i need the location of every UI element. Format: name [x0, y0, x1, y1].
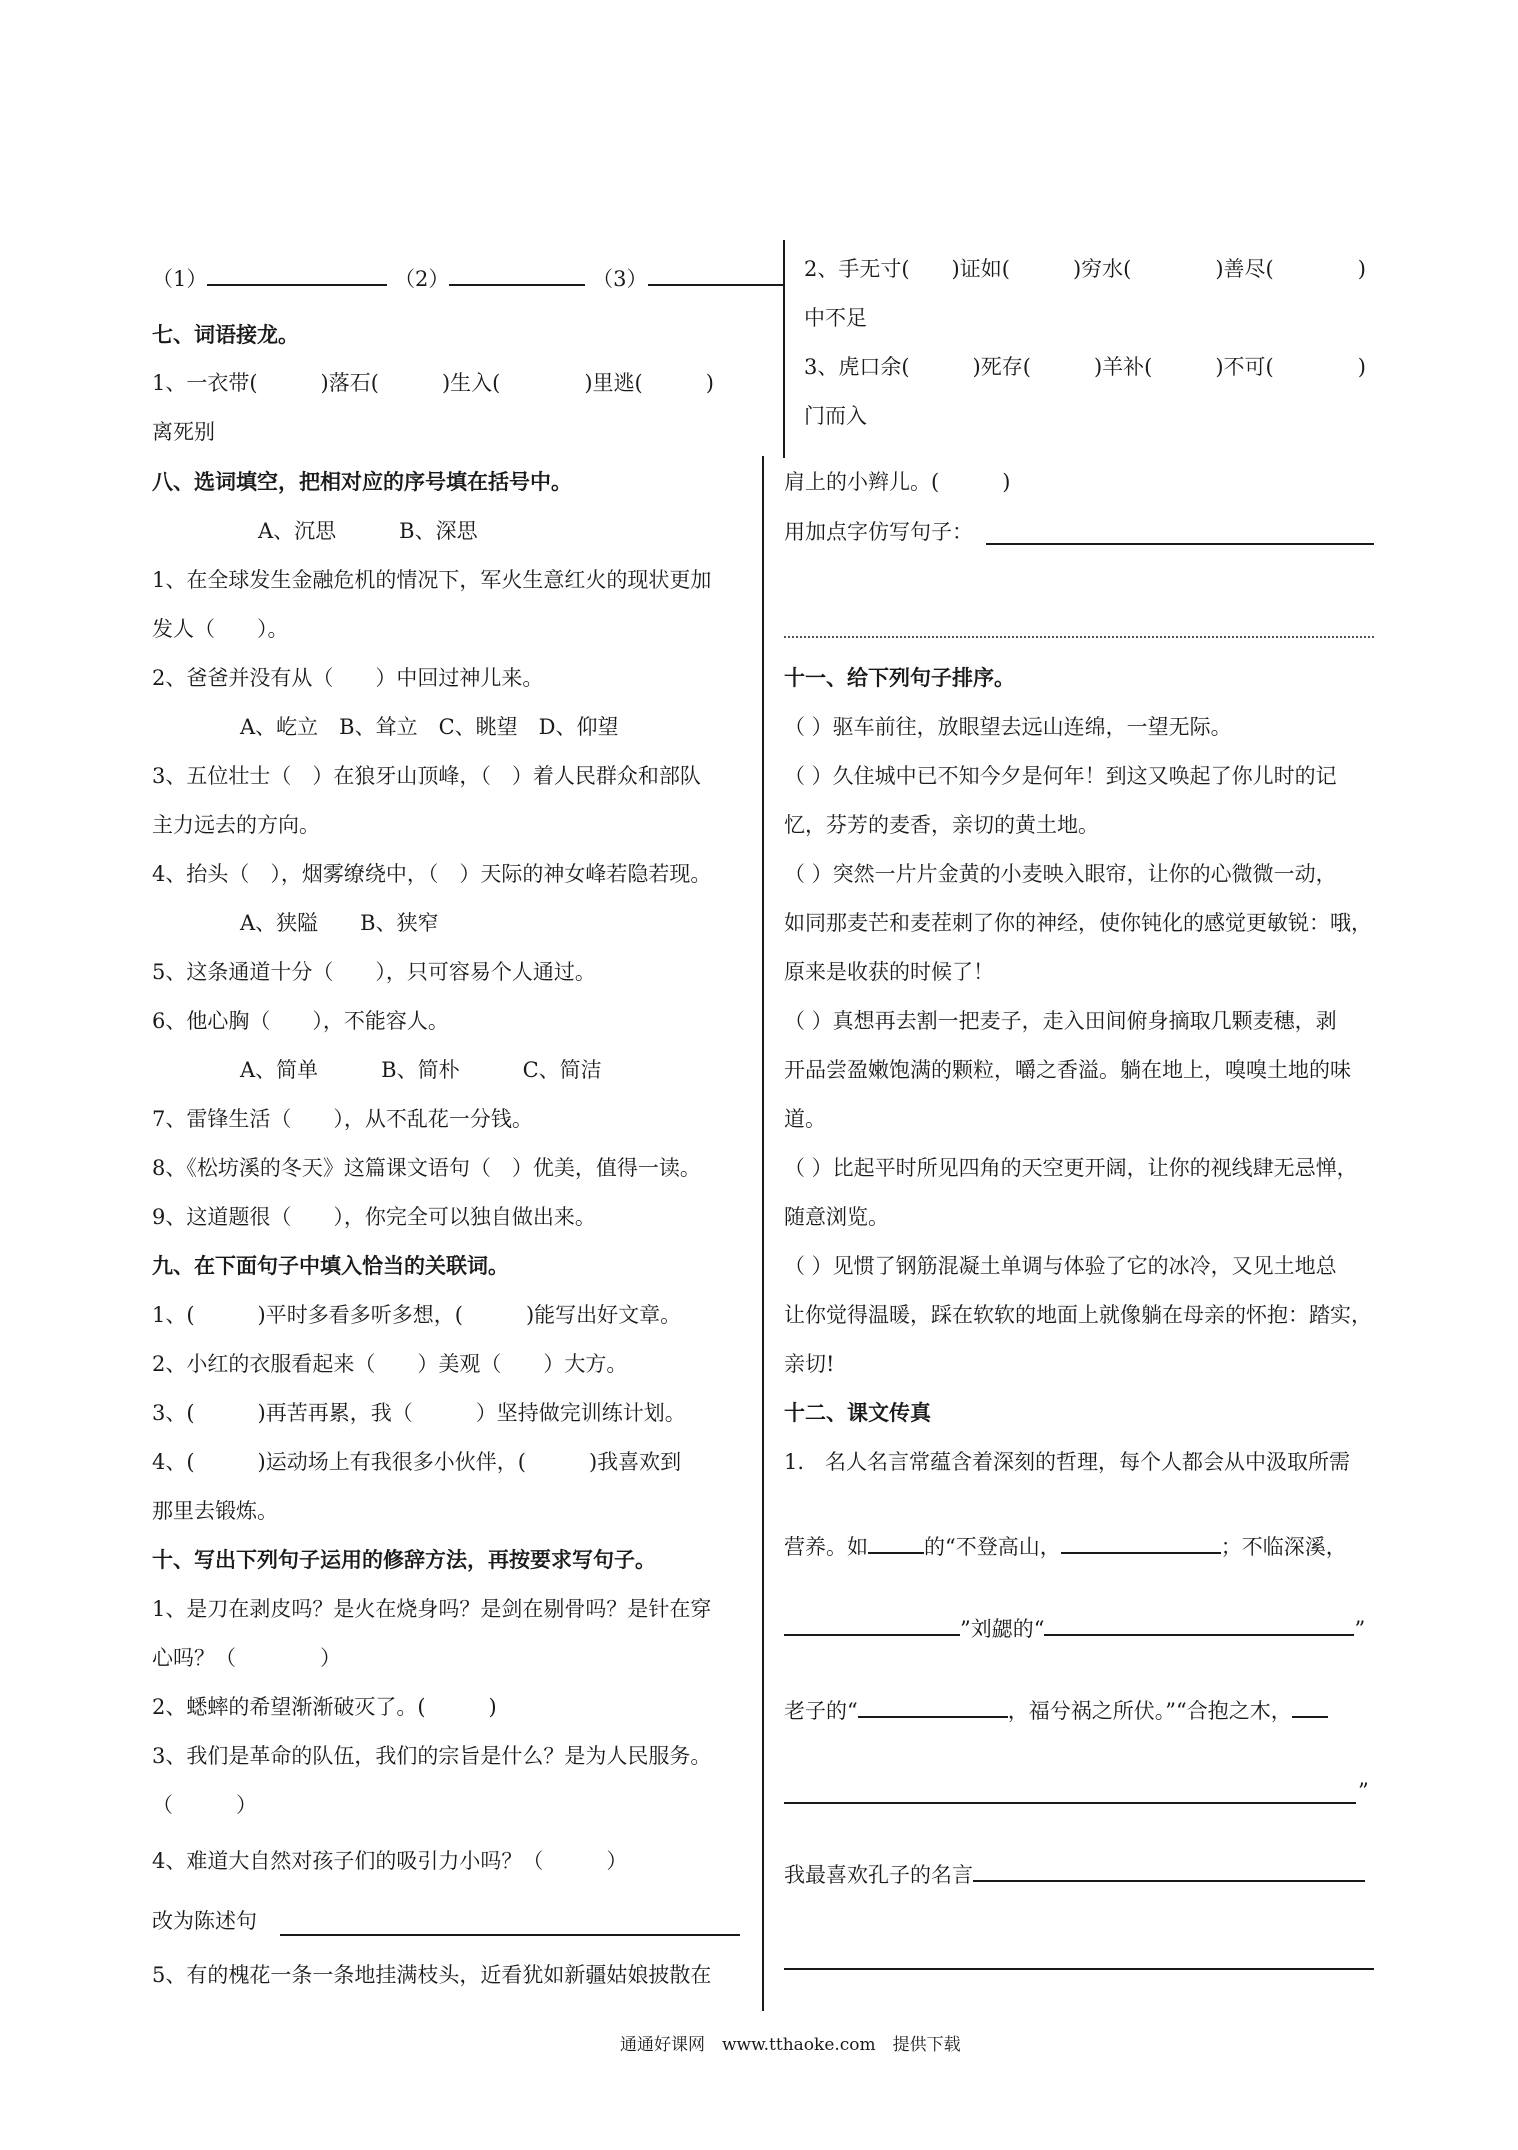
imitate-answer-line-2[interactable] [784, 636, 1374, 638]
s8-line: 主力远去的方向。 [152, 813, 320, 837]
section-9-title: 九、在下面句子中填入恰当的关联词。 [152, 1253, 509, 1278]
s8-options-c: A、狭隘 B、狭窄 [240, 911, 439, 935]
s9-line: 那里去锻炼。 [152, 1499, 278, 1523]
s8-line: 1、在全球发生金融危机的情况下，军火生意红火的现状更加 [152, 568, 712, 592]
s11-line: 开品尝盈嫩饱满的颗粒，嚼之香溢。躺在地上，嗅嗅土地的味 [784, 1058, 1351, 1082]
s11-line: （ ）突然一片片金黄的小麦映入眼帘，让你的心微微一动， [784, 862, 1337, 886]
s8-options-a: A、沉思 B、深思 [258, 519, 478, 543]
s8-line: 8、《松坊溪的冬天》这篇课文语句（ ）优美，值得一读。 [152, 1156, 701, 1180]
quote-blank-1[interactable] [1061, 1530, 1221, 1554]
s8-line: 4、抬头（ ），烟雾缭绕中，（ ）天际的神女峰若隐若现。 [152, 862, 712, 886]
confucius-quote-blank[interactable] [973, 1858, 1365, 1882]
section-7-title: 七、词语接龙。 [152, 322, 299, 347]
s11-line: 随意浏览。 [784, 1205, 889, 1229]
section-12-title: 十二、课文传真 [784, 1400, 931, 1425]
hebao-blank[interactable] [1292, 1694, 1328, 1718]
answer-blanks-row: （1） （2） （3） [152, 262, 784, 294]
s8-line: 6、他心胸（ ），不能容人。 [152, 1009, 449, 1033]
rewrite-answer-line[interactable] [280, 1934, 740, 1936]
answer-blank-3[interactable] [648, 262, 784, 286]
s9-line: 2、小红的衣服看起来（ ）美观（ ）大方。 [152, 1352, 628, 1376]
quote-blank-2[interactable] [784, 1612, 960, 1636]
liu-xie-quote-blank[interactable] [1044, 1612, 1354, 1636]
s11-line: 原来是收获的时候了！ [784, 960, 994, 984]
section-10-title: 十、写出下列句子运用的修辞方法，再按要求写句子。 [152, 1547, 656, 1572]
s12-line-1: 1. 名人名言常蕴含着深刻的哲理，每个人都会从中汲取所需 [784, 1450, 1351, 1474]
answer-blank-2[interactable] [449, 262, 585, 286]
s11-line: （ ）驱车前往，放眼望去远山连绵，一望无际。 [784, 715, 1232, 739]
s11-line: 让你觉得温暖，踩在软软的地面上就像躺在母亲的怀抱：踏实， [784, 1303, 1372, 1327]
confucius-quote-line-2[interactable] [784, 1968, 1374, 1970]
s8-line: 发人（ ）。 [152, 617, 289, 641]
laozi-quote-blank[interactable] [858, 1694, 1008, 1718]
r-top-line: 门而入 [804, 404, 867, 428]
column-divider [762, 456, 764, 2011]
s11-line: （ ）见惯了钢筋混凝土单调与体验了它的冰冷，又见土地总 [784, 1254, 1337, 1278]
s9-line: 4、( )运动场上有我很多小伙伴，( )我喜欢到 [152, 1450, 682, 1474]
r-top-line: 中不足 [804, 306, 867, 330]
footer-credit: 通通好课网 www.tthaoke.com 提供下载 [620, 2035, 961, 2055]
s11-line: （ ）真想再去割一把麦子，走入田间俯身摘取几颗麦穗，剥 [784, 1009, 1337, 1033]
s8-line: 9、这道题很（ ），你完全可以独自做出来。 [152, 1205, 596, 1229]
r-top-line: 2、手无寸( )证如( )穷水( )善尽( ) [804, 257, 1366, 281]
imitate-answer-line-1[interactable] [986, 543, 1374, 545]
s10-line: 5、有的槐花一条一条地挂满枝头，近看犹如新疆姑娘披散在 [152, 1963, 712, 1987]
r-continuation-2: 用加点字仿写句子： [784, 520, 973, 544]
s12-line-4: 老子的“ ，福兮祸之所伏。”“合抱之木， [784, 1694, 1328, 1726]
s10-line: （ ） [152, 1793, 257, 1817]
s10-line: 心吗？（ ） [152, 1646, 341, 1670]
s11-line: （ ）比起平时所见四角的天空更开阔，让你的视线肆无忌惮， [784, 1156, 1358, 1180]
s10-line: 2、蟋蟀的希望渐渐破灭了。( ) [152, 1695, 497, 1719]
s7-line-2: 离死别 [152, 420, 215, 444]
s11-line: 道。 [784, 1107, 826, 1131]
s8-line: 5、这条通道十分（ ），只可容易个人通过。 [152, 960, 596, 984]
r-top-line: 3、虎口余( )死存( )羊补( )不可( ) [804, 355, 1366, 379]
section-8-title: 八、选词填空，把相对应的序号填在括号中。 [152, 469, 572, 494]
s12-line-6: 我最喜欢孔子的名言 [784, 1858, 1365, 1890]
r-continuation-1: 肩上的小辫儿。( ) [784, 470, 1011, 494]
hebao-continuation-line[interactable] [784, 1802, 1356, 1804]
s11-line: 亲切! [784, 1352, 835, 1376]
author-blank[interactable] [868, 1530, 924, 1554]
s12-line-2: 营养。如 的“不登高山， ；不临深溪， [784, 1530, 1347, 1562]
s8-options-d: A、简单 B、简朴 C、简洁 [240, 1058, 602, 1082]
s7-line-1: 1、一衣带( )落石( )生入( )里逃( ) [152, 371, 714, 395]
s9-line: 3、( )再苦再累，我（ ）坚持做完训练计划。 [152, 1401, 686, 1425]
s11-line: 如同那麦芒和麦茬刺了你的神经，使你钝化的感觉更敏锐：哦， [784, 911, 1372, 935]
s10-rewrite-label: 改为陈述句 [152, 1909, 257, 1933]
s11-line: （ ）久住城中已不知今夕是何年！到这又唤起了你儿时的记 [784, 764, 1337, 788]
s10-line: 1、是刀在剥皮吗？是火在烧身吗？是剑在剔骨吗？是针在穿 [152, 1597, 712, 1621]
s10-line: 3、我们是革命的队伍，我们的宗旨是什么？是为人民服务。 [152, 1744, 712, 1768]
s8-line: 2、爸爸并没有从（ ）中回过神儿来。 [152, 666, 544, 690]
s11-line: 忆，芬芳的麦香，亲切的黄土地。 [784, 813, 1099, 837]
answer-blank-1[interactable] [207, 262, 387, 286]
section-11-title: 十一、给下列句子排序。 [784, 665, 1015, 690]
s8-line: 7、雷锋生活（ ），从不乱花一分钱。 [152, 1107, 533, 1131]
s8-options-b: A、屹立 B、耸立 C、眺望 D、仰望 [240, 715, 619, 739]
s8-line: 3、五位壮士（ ）在狼牙山顶峰，（ ）着人民群众和部队 [152, 764, 701, 788]
s9-line: 1、( )平时多看多听多想，( )能写出好文章。 [152, 1303, 682, 1327]
s12-line-3: ”刘勰的“ ” [784, 1612, 1365, 1644]
s10-line: 4、难道大自然对孩子们的吸引力小吗？（ ） [152, 1849, 628, 1873]
s12-line-5: ” [1358, 1779, 1369, 1803]
